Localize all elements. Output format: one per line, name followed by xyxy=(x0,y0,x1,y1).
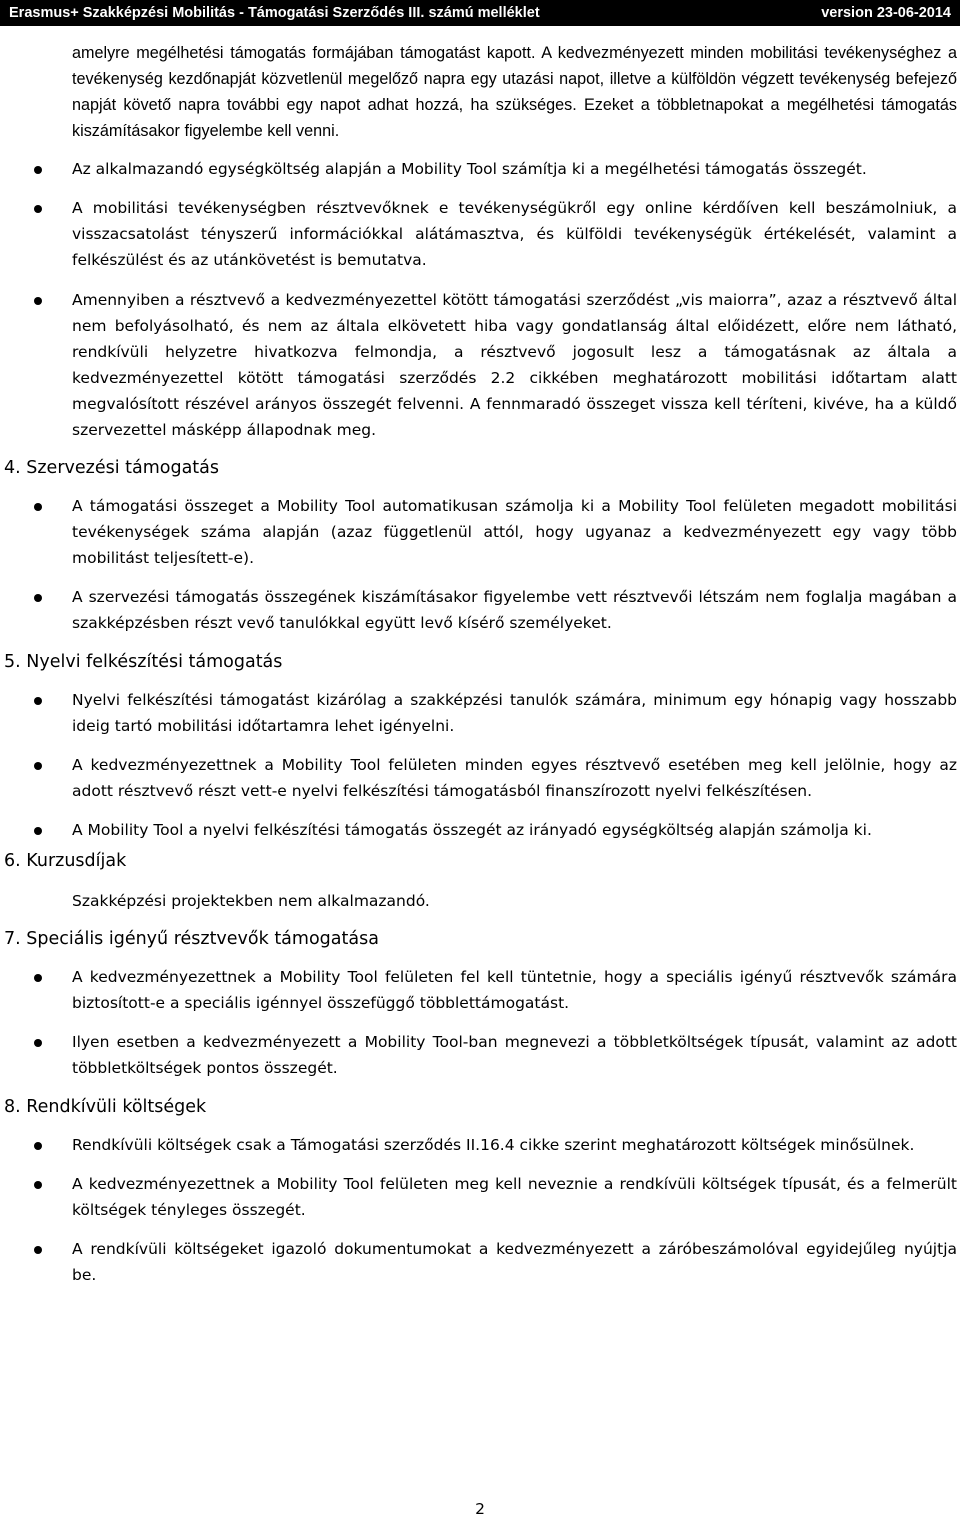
document-header xyxy=(0,0,960,26)
bullet-icon xyxy=(34,1246,42,1254)
section-heading xyxy=(0,455,960,481)
list-item-text: A Mobility Tool a nyelvi felkészítési támogatás összegét az irányadó egységköltség alapján számolja ki. xyxy=(72,821,872,839)
list-item xyxy=(0,493,960,571)
bullet-icon xyxy=(34,1142,42,1150)
list-item-text: A kedvezményezettnek a Mobility Tool felületen fel kell tüntetnie, hogy a speciális igényű résztvevők számára biztosított-e a speciális igénnyel összefüggő többlettámogatást. xyxy=(72,968,957,1012)
list-item xyxy=(0,817,960,843)
section-heading-text: 7. Speciális igényű résztvevők támogatása xyxy=(4,929,379,949)
section-heading xyxy=(0,848,960,874)
list-item xyxy=(0,287,960,443)
list-item xyxy=(0,752,960,804)
list-item-text: Nyelvi felkészítési támogatást kizárólag a szakképzési tanulók számára, minimum egy hónapig vagy hosszabb ideig tartó mobilitási időtartamra lehet igényelni. xyxy=(72,691,957,735)
list-item-text: A kedvezményezettnek a Mobility Tool felületen meg kell neveznie a rendkívüli költségek típusát, és a felmerült költségek tényleges összegét. xyxy=(72,1175,957,1219)
list-item xyxy=(0,195,960,273)
document-body xyxy=(0,40,960,1288)
bullet-icon xyxy=(34,594,42,602)
list-item xyxy=(0,1171,960,1223)
paragraph-continuation xyxy=(0,40,960,144)
bullet-icon xyxy=(34,1181,42,1189)
paragraph-text: amelyre megélhetési támogatás formájában támogatást kapott. A kedvezményezett minden mobilitási tevékenységhez a tevékenység kezdőnapját közvetlenül megelőző napra egy utazási napot, illetve a külföldön végzett tevékenység befejező napját követő napra további egy napot adhat hozzá, ha szükséges. Ezeket a többletnapokat a megélhetési támogatás kiszámításakor figyelembe kell venni. xyxy=(72,44,957,140)
list-item xyxy=(0,156,960,182)
list-item-text: Az alkalmazandó egységköltség alapján a Mobility Tool számítja ki a megélhetési támogatás összegét. xyxy=(72,160,867,178)
bullet-icon xyxy=(34,166,42,174)
list-item-text: A mobilitási tevékenységben résztvevőknek e tevékenységükről egy online kérdőíven kell beszámolniuk, a visszacsatolást tényszerű információkkal alátámasztva, és külföldi tevékenységük értékelését, valamint a felkészülést és az utánkövetést is bemutatva. xyxy=(72,199,957,269)
paragraph-text: Szakképzési projektekben nem alkalmazandó. xyxy=(72,892,430,910)
section-heading-text: 5. Nyelvi felkészítési támogatás xyxy=(4,652,283,672)
page-number: 2 xyxy=(475,1500,485,1518)
list-item xyxy=(0,964,960,1016)
bullet-icon xyxy=(34,205,42,213)
list-item-text: A kedvezményezettnek a Mobility Tool felületen minden egyes résztvevő esetében meg kell jelölnie, hogy az adott résztvevő részt vett-e nyelvi felkészítési támogatásból finanszírozott nyelvi felkészítésen. xyxy=(72,756,957,800)
list-item-text: Ilyen esetben a kedvezményezett a Mobility Tool-ban megnevezi a többletköltségek típusát, valamint az adott többletköltségek pontos összegét. xyxy=(72,1033,957,1077)
section-heading-text: 4. Szervezési támogatás xyxy=(4,458,220,478)
bullet-icon xyxy=(34,1039,42,1047)
list-item xyxy=(0,687,960,739)
section-heading-text: 6. Kurzusdíjak xyxy=(4,851,127,871)
list-item xyxy=(0,1236,960,1288)
list-item xyxy=(0,1132,960,1158)
bullet-icon xyxy=(34,697,42,705)
bullet-icon xyxy=(34,762,42,770)
paragraph xyxy=(0,888,960,914)
list-item-text: Amennyiben a résztvevő a kedvezményezettel kötött támogatási szerződést „vis maiorra”, azaz a résztvevő által nem befolyásolható, és nem az általa elkövetett hiba vagy gondatlanság által előidézett, előre nem látható, rendkívüli helyzetre hivatkozva felmondja, a résztvevő jogosult lesz a támogatásnak az általa a kedvezményezettel kötött támogatási szerződés 2.2 cikkében meghatározott mobilitási időtartam alatt megvalósított részével arányos összegét felvenni. A fennmaradó összeget vissza kell téríteni, kivéve, ha a küldő szervezettel másképp állapodnak meg. xyxy=(72,291,957,439)
bullet-icon xyxy=(34,827,42,835)
list-item-text: A támogatási összeget a Mobility Tool automatikusan számolja ki a Mobility Tool felületen megadott mobilitási tevékenységek száma alapján (azaz függetlenül attól, hogy ugyanaz a kedvezményezett egy vagy több mobilitást teljesített-e). xyxy=(72,497,957,567)
list-item-text: A szervezési támogatás összegének kiszámításakor figyelembe vett résztvevői létszám nem foglalja magában a szakképzésben részt vevő tanulókkal együtt levő kísérő személyeket. xyxy=(72,588,957,632)
list-item-text: A rendkívüli költségeket igazoló dokumentumokat a kedvezményezett a záróbeszámolóval egyidejűleg nyújtja be. xyxy=(72,1240,957,1284)
list-item-text: Rendkívüli költségek csak a Támogatási szerződés II.16.4 cikke szerint meghatározott költségek minősülnek. xyxy=(72,1136,915,1154)
bullet-icon xyxy=(34,974,42,982)
section-heading-text: 8. Rendkívüli költségek xyxy=(4,1097,207,1117)
list-item xyxy=(0,584,960,636)
section-heading xyxy=(0,649,960,675)
bullet-icon xyxy=(34,297,42,305)
section-heading xyxy=(0,1094,960,1120)
list-item xyxy=(0,1029,960,1081)
section-heading xyxy=(0,926,960,952)
bullet-icon xyxy=(34,503,42,511)
header-version: version 23-06-2014 xyxy=(821,5,951,21)
header-title: Erasmus+ Szakképzési Mobilitás - Támogatási Szerződés III. számú melléklet xyxy=(9,5,540,21)
